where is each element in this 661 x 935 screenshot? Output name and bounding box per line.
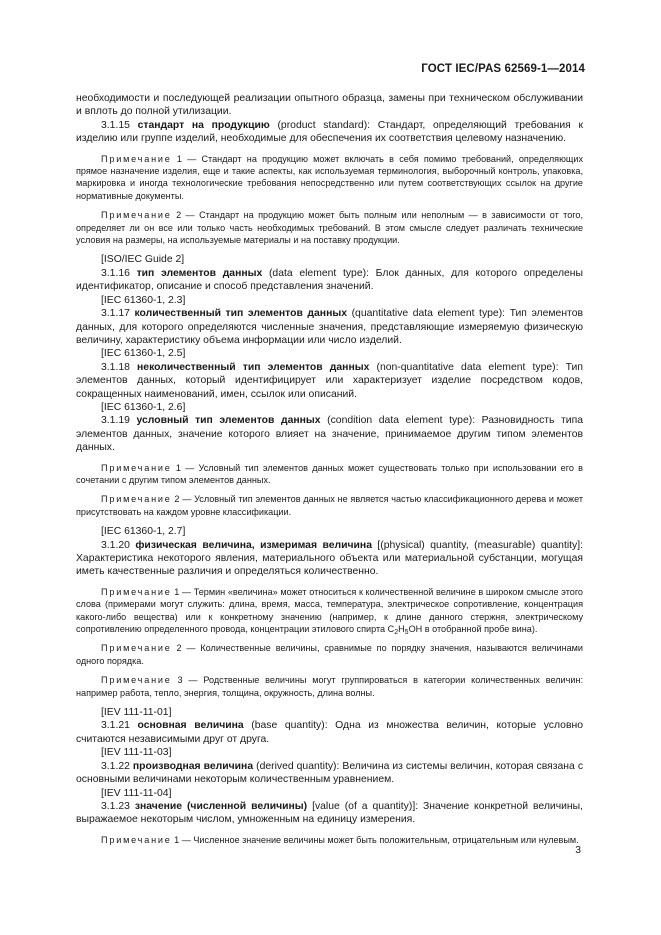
note-label: Примечание xyxy=(101,586,172,597)
reference-iev-111-11-03: [IEV 111-11-03] xyxy=(101,747,172,759)
reference-iev-111-11-04: [IEV 111-11-04] xyxy=(101,787,172,799)
note-label: Примечание xyxy=(101,494,172,505)
term-definition: (non-quantitative data element type): Тип элементов данных, который идентифицирует или характеризует изделие посредством кодов, сокращенных наименований, имен, ссылок или описаний. xyxy=(76,361,583,400)
term-number: 3.1.21 xyxy=(101,720,138,732)
term-3-1-19 xyxy=(76,414,583,454)
reference-iec-61360-2-3: [IEC 61360-1, 2.3] xyxy=(101,294,186,306)
note-text: 1 — Термин «величина» может относиться к количественной величине в широком смысле этого слова (примерами могут служить: длина, время, масса, температура, электрическое сопротивление, концентрация какого-либо вещества) или к конкретному значению (например, к длине данного стержня, электрическому сопротивлению определенного провода, концентрации этилового спирта C xyxy=(76,586,583,635)
note-3-1-20-1 xyxy=(76,586,583,636)
term-number: 3.1.20 xyxy=(101,539,136,551)
subscript: 5 xyxy=(404,629,409,637)
note-label: Примечание xyxy=(101,643,172,654)
term-3-1-18 xyxy=(76,361,583,401)
note-text: 3 — Родственные величины могут группироваться в категории количественных величин: например работа, тепло, энергия, толщина, окружность, длина волны. xyxy=(76,675,583,698)
note-label: Примечание xyxy=(101,153,172,164)
term-number: 3.1.19 xyxy=(101,415,137,427)
term-definition: (base quantity): Одна из множества величин, которые условно считаются независимыми друг от друга. xyxy=(76,720,584,745)
note-label: Примечание xyxy=(101,210,172,221)
reference-iec-61360-2-7: [IEC 61360-1, 2.7] xyxy=(101,526,186,538)
note-3-1-19-2 xyxy=(76,493,583,518)
term-number: 3.1.22 xyxy=(101,760,133,772)
document-header: ГОСТ IEC/PAS 62569-1—2014 xyxy=(421,63,585,75)
term-number: 3.1.17 xyxy=(101,308,135,320)
reference-iec-61360-2-5: [IEC 61360-1, 2.5] xyxy=(101,348,186,360)
term-3-1-16 xyxy=(76,267,583,294)
reference-iec-61360-2-6: [IEC 61360-1, 2.6] xyxy=(101,401,186,413)
note-3-1-15-1 xyxy=(76,153,583,203)
note-3-1-20-2 xyxy=(76,642,583,667)
term-definition: [value (of a quantity)]: Значение конкретной величины, выражаемое некоторым числом, умноженным на единицу измерения. xyxy=(76,800,584,826)
term-name: физическая величина, измеримая величина xyxy=(135,539,372,551)
term-number: 3.1.18 xyxy=(101,361,138,373)
subscript: 2 xyxy=(394,629,399,637)
note-text: H xyxy=(398,624,405,635)
reference-iev-111-11-01: [IEV 111-11-01] xyxy=(101,707,172,719)
term-name: неколичественный тип элементов данных xyxy=(137,361,370,373)
term-3-1-21 xyxy=(76,719,583,746)
term-name: количественный тип элементов данных xyxy=(134,308,348,320)
term-number: 3.1.16 xyxy=(101,267,137,279)
reference-iso-guide-2: [ISO/IEC Guide 2] xyxy=(101,254,185,266)
page-content xyxy=(76,92,583,846)
term-3-1-15 xyxy=(76,119,583,146)
term-name: значение (численной величины) xyxy=(134,800,308,812)
note-3-1-20-3 xyxy=(76,674,583,699)
term-definition: (condition data element type): Разновидность типа элементов данных, значение которого влияет на значение, принимаемое другим типом элементов данных. xyxy=(76,415,583,454)
intro-paragraph: необходимости и последующей реализации опытного образца, замены при техническом обслуживании и вплоть до полной утилизации. xyxy=(76,93,583,118)
term-definition: (data element type): Блок данных, для которого определены идентификатор, описание и способ представления значений. xyxy=(76,267,583,293)
note-3-1-23-1 xyxy=(76,834,583,846)
term-name: производная величина xyxy=(132,760,254,772)
note-text: 1 — Численное значение величины может быть положительным, отрицательным или нулевым. xyxy=(171,834,579,845)
note-3-1-19-1 xyxy=(76,462,583,487)
term-number: 3.1.23 xyxy=(101,800,135,812)
term-number: 3.1.15 xyxy=(101,119,138,131)
term-name: тип элементов данных xyxy=(136,267,263,279)
term-definition: (quantitative data element type): Тип элементов данных, для которого определяются численные значения, представляющие измеряемую физическую величину, характеристику объема информации или число изделий. xyxy=(76,308,583,346)
term-name: основная величина xyxy=(137,720,244,732)
term-3-1-17 xyxy=(76,307,583,347)
note-text: 2 — Стандарт на продукцию может быть полным или неполным — в зависимости от того, определяет ли он все или только часть необходимых требований. В этом смысле следует различать технические условия на размеры, на используемые материалы и на поставку продукции. xyxy=(76,210,583,246)
note-text: 2 — Количественные величины, сравнимые по порядку значения, называются величинами одного порядка. xyxy=(76,643,583,666)
term-definition: [(physical) quantity, (measurable) quantity]: Характеристика некоторого явления, материального объекта или материальной субстанции, могущая иметь качественные различия и определяться количественно. xyxy=(76,539,583,578)
term-3-1-22 xyxy=(76,760,583,787)
term-definition: (product standard): Стандарт, определяющий требования к изделию или группе изделий, необходимые для обеспечения их соответствия целевому назначению. xyxy=(76,119,584,145)
note-label: Примечание xyxy=(101,462,172,473)
term-name: стандарт на продукцию xyxy=(137,119,270,131)
page-number: 3 xyxy=(575,845,581,856)
term-definition: (derived quantity): Величина из системы величин, которая связана с основными величинами некоторым количественным уравнением. xyxy=(76,760,584,786)
note-text: 2 — Условный тип элементов данных не является частью классификационного дерева и может присутствовать на каждом уровне классификации. xyxy=(76,494,583,517)
note-text: 1 — Стандарт на продукцию может включать в себя помимо требований, определяющих прямое назначение изделия, еще и такие аспекты, как используемая терминология, выборочный контроль, упаковка, маркировка и иногда технологические требования непосредственно или путем соответствующих ссылок на другие нормативные документы. xyxy=(76,153,583,201)
note-text: 1 — Условный тип элементов данных может существовать только при использовании его в сочетании с другим типом элементов данных. xyxy=(76,462,583,485)
term-3-1-20 xyxy=(76,539,583,579)
term-3-1-23 xyxy=(76,800,583,827)
note-text: OH в отобранной пробе вина). xyxy=(408,624,538,635)
note-3-1-15-2 xyxy=(76,209,583,246)
note-label: Примечание xyxy=(101,834,172,845)
note-label: Примечание xyxy=(101,675,172,686)
term-name: условный тип элементов данных xyxy=(136,415,321,427)
